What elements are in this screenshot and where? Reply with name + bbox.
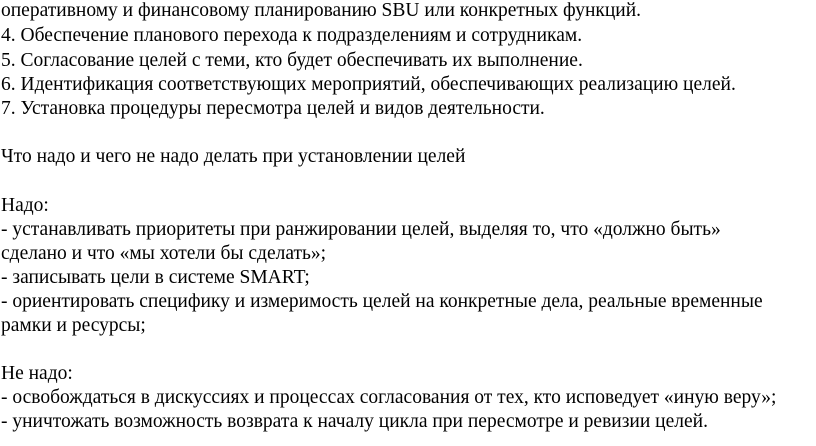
list-item-5: 5. Согласование целей с теми, кто будет обеспечивать их выполнение. [1,50,583,71]
list-item-6: 6. Идентификация соответствующих мероприятий, обеспечивающих реализацию целей. [1,74,736,95]
dont-item-1: - освобождаться в дискуссиях и процессах согласования от тех, кто исповедует «иную веру»; [1,387,777,408]
list-item-4: 4. Обеспечение планового перехода к подразделениям и сотрудникам. [1,25,583,46]
do-item-2: - записывать цели в системе SMART; [1,267,310,288]
dont-item-2: - уничтожать возможность возврата к началу цикла при пересмотре и ревизии целей. [1,411,708,432]
text-line-continuation: оперативному и финансовому планированию SBU или конкретных функций. [1,0,642,21]
do-item-3-line-1: - ориентировать специфику и измеримость целей на конкретные дела, реальные временные [1,291,763,312]
do-item-1-line-1: - устанавливать приоритеты при ранжировании целей, выделяя то, что «должно быть» [1,219,721,240]
dont-heading: Не надо: [1,363,73,384]
list-item-7: 7. Установка процедуры пересмотра целей и видов деятельности. [1,98,545,119]
section-heading: Что надо и чего не надо делать при установлении целей [1,146,466,167]
do-item-3-line-2: рамки и ресурсы; [1,315,146,336]
do-heading: Надо: [1,195,49,216]
do-item-1-line-2: сделано и что «мы хотели бы сделать»; [1,243,327,264]
